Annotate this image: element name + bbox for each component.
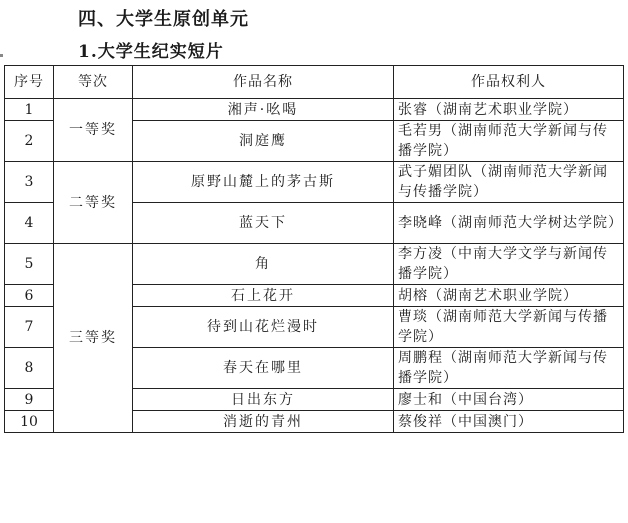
section-title: 四、大学生原创单元 <box>78 9 249 30</box>
rights-holder: 毛若男（湖南师范大学新闻与传播学院） <box>394 121 624 162</box>
work-title: 湘声·吆喝 <box>133 99 394 121</box>
row-number: 7 <box>5 307 54 348</box>
work-title: 石上花开 <box>133 285 394 307</box>
sub-title: 1.大学生纪实短片 <box>78 42 224 62</box>
level-first-prize: 一等奖 <box>54 99 133 162</box>
table-row <box>5 162 624 203</box>
rights-holder: 武子媚团队（湖南师范大学新闻与传播学院） <box>394 162 624 203</box>
rights-holder: 廖士和（中国台湾） <box>394 389 624 411</box>
margin-mark <box>0 54 3 57</box>
rights-holder: 蔡俊祥（中国澳门） <box>394 411 624 433</box>
work-title: 原野山麓上的茅古斯 <box>133 162 394 203</box>
row-number: 9 <box>5 389 54 411</box>
rights-holder: 曹琰（湖南师范大学新闻与传播学院） <box>394 307 624 348</box>
header-work-title: 作品名称 <box>133 66 394 99</box>
rights-holder: 周鹏程（湖南师范大学新闻与传播学院） <box>394 348 624 389</box>
rights-holder: 张睿（湖南艺术职业学院） <box>394 99 624 121</box>
row-number: 10 <box>5 411 54 433</box>
row-number: 4 <box>5 203 54 244</box>
header-number: 序号 <box>5 66 54 99</box>
row-number: 2 <box>5 121 54 162</box>
rights-holder: 胡榕（湖南艺术职业学院） <box>394 285 624 307</box>
work-title: 角 <box>133 244 394 285</box>
work-title: 日出东方 <box>133 389 394 411</box>
row-number: 5 <box>5 244 54 285</box>
table-row <box>5 99 624 121</box>
header-rights-holder: 作品权利人 <box>394 66 624 99</box>
work-title: 洞庭鹰 <box>133 121 394 162</box>
row-number: 8 <box>5 348 54 389</box>
awards-table <box>4 65 624 433</box>
row-number: 3 <box>5 162 54 203</box>
work-title: 消逝的青州 <box>133 411 394 433</box>
work-title: 春天在哪里 <box>133 348 394 389</box>
row-number: 1 <box>5 99 54 121</box>
table-row <box>5 244 624 285</box>
header-level: 等次 <box>54 66 133 99</box>
work-title: 蓝天下 <box>133 203 394 244</box>
work-title: 待到山花烂漫时 <box>133 307 394 348</box>
row-number: 6 <box>5 285 54 307</box>
rights-holder: 李晓峰（湖南师范大学树达学院） <box>394 203 624 244</box>
table-header-row <box>5 66 624 99</box>
rights-holder: 李方凌（中南大学文学与新闻传播学院） <box>394 244 624 285</box>
level-second-prize: 二等奖 <box>54 162 133 244</box>
level-third-prize: 三等奖 <box>54 244 133 433</box>
